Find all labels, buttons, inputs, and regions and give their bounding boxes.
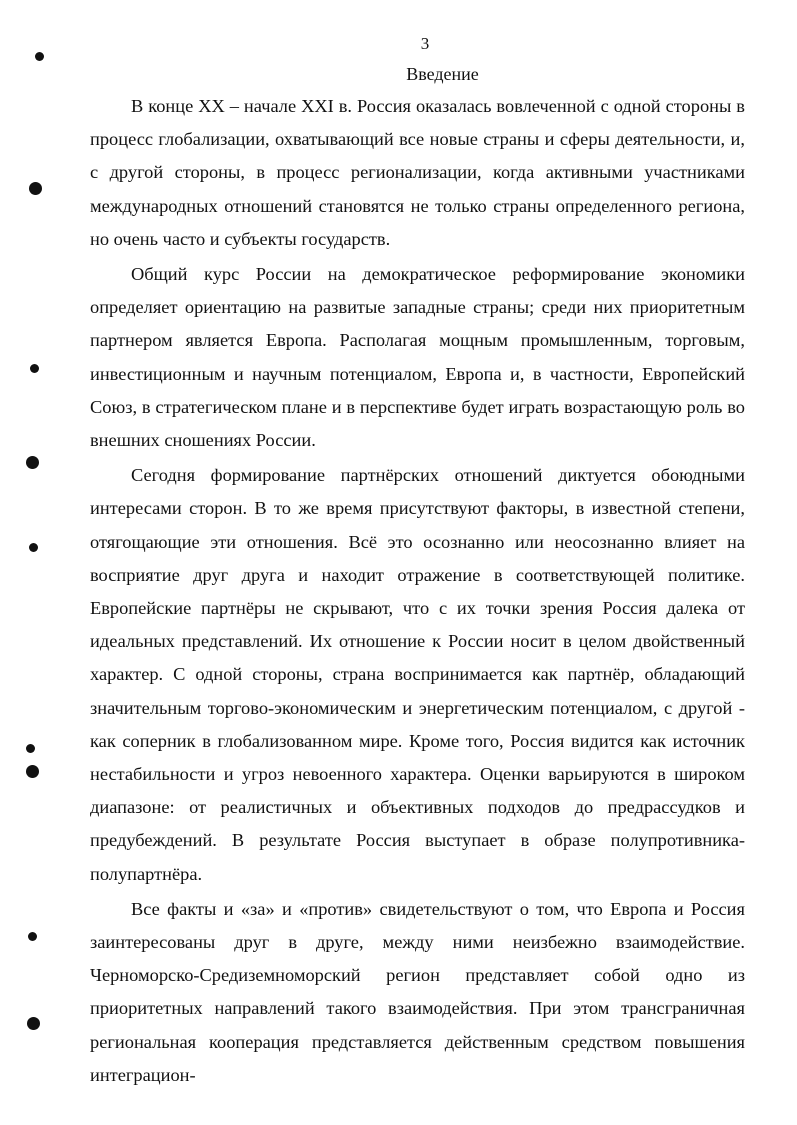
punch-hole: [26, 744, 35, 753]
page-number: 3: [420, 34, 430, 53]
punch-hole: [26, 456, 39, 469]
punch-hole: [28, 932, 37, 941]
paragraph: В конце XX – начале XXI в. Россия оказалась вовлеченной с одной стороны в процесс глобализации, охватывающий все новые страны и сферы деятельности, и, с другой стороны, в процесс регионализации, когда активными участниками международных отношений становятся не только страны определенного региона, но очень часто и субъекты государств.: [90, 96, 745, 249]
paragraph: Все факты и «за» и «против» свидетельствуют о том, что Европа и Россия заинтересованы друг в друге, между ними неизбежно взаимодействие. Черноморско-Средиземноморский регион представляет собой одно из приоритетных направлений такого взаимодействия. При этом трансграничная региональная кооперация представляется действенным средством повышения интеграцион-: [90, 898, 745, 1085]
paragraph: Сегодня формирование партнёрских отношений диктуется обоюдными интересами сторон. В то же время присутствуют факторы, в известной степени, отягощающие эти отношения. Всё это осознанно или неосознанно влияет на восприятие друг друга и находит отражение в соответствующей политике. Европейские партнёры не скрывают, что с их точки зрения Россия далека от идеальных представлений. Их отношение к России носит в целом двойственный характер. С одной стороны, страна воспринимается как партнёр, обладающий значительным торгово-экономическим и энергетическим потенциалом, с другой - как соперник в глобализованном мире. Кроме того, Россия видится как источник нестабильности и угроз невоенного характера. Оценки варьируются в широком диапазоне: от реалистичных и объективных подходов до предрассудков и предубеждений. В результате Россия выступает в образе полупротивника-полупартнёра.: [90, 465, 745, 884]
punch-hole: [29, 182, 42, 195]
body-text: [90, 90, 745, 1094]
paragraph: Общий курс России на демократическое реформирование экономики определяет ориентацию на развитые западные страны; среди них приоритетным партнером является Европа. Располагая мощным промышленным, торговым, инвестиционным и научным потенциалом, Европа и, в частности, Европейский Союз, в стратегическом плане и в перспективе будет играть возрастающую роль во внешних сношениях России.: [90, 264, 745, 451]
punch-hole: [27, 1017, 40, 1030]
section-title: Введение: [406, 64, 479, 84]
punch-hole: [29, 543, 38, 552]
punch-hole: [26, 765, 39, 778]
punch-hole: [30, 364, 39, 373]
